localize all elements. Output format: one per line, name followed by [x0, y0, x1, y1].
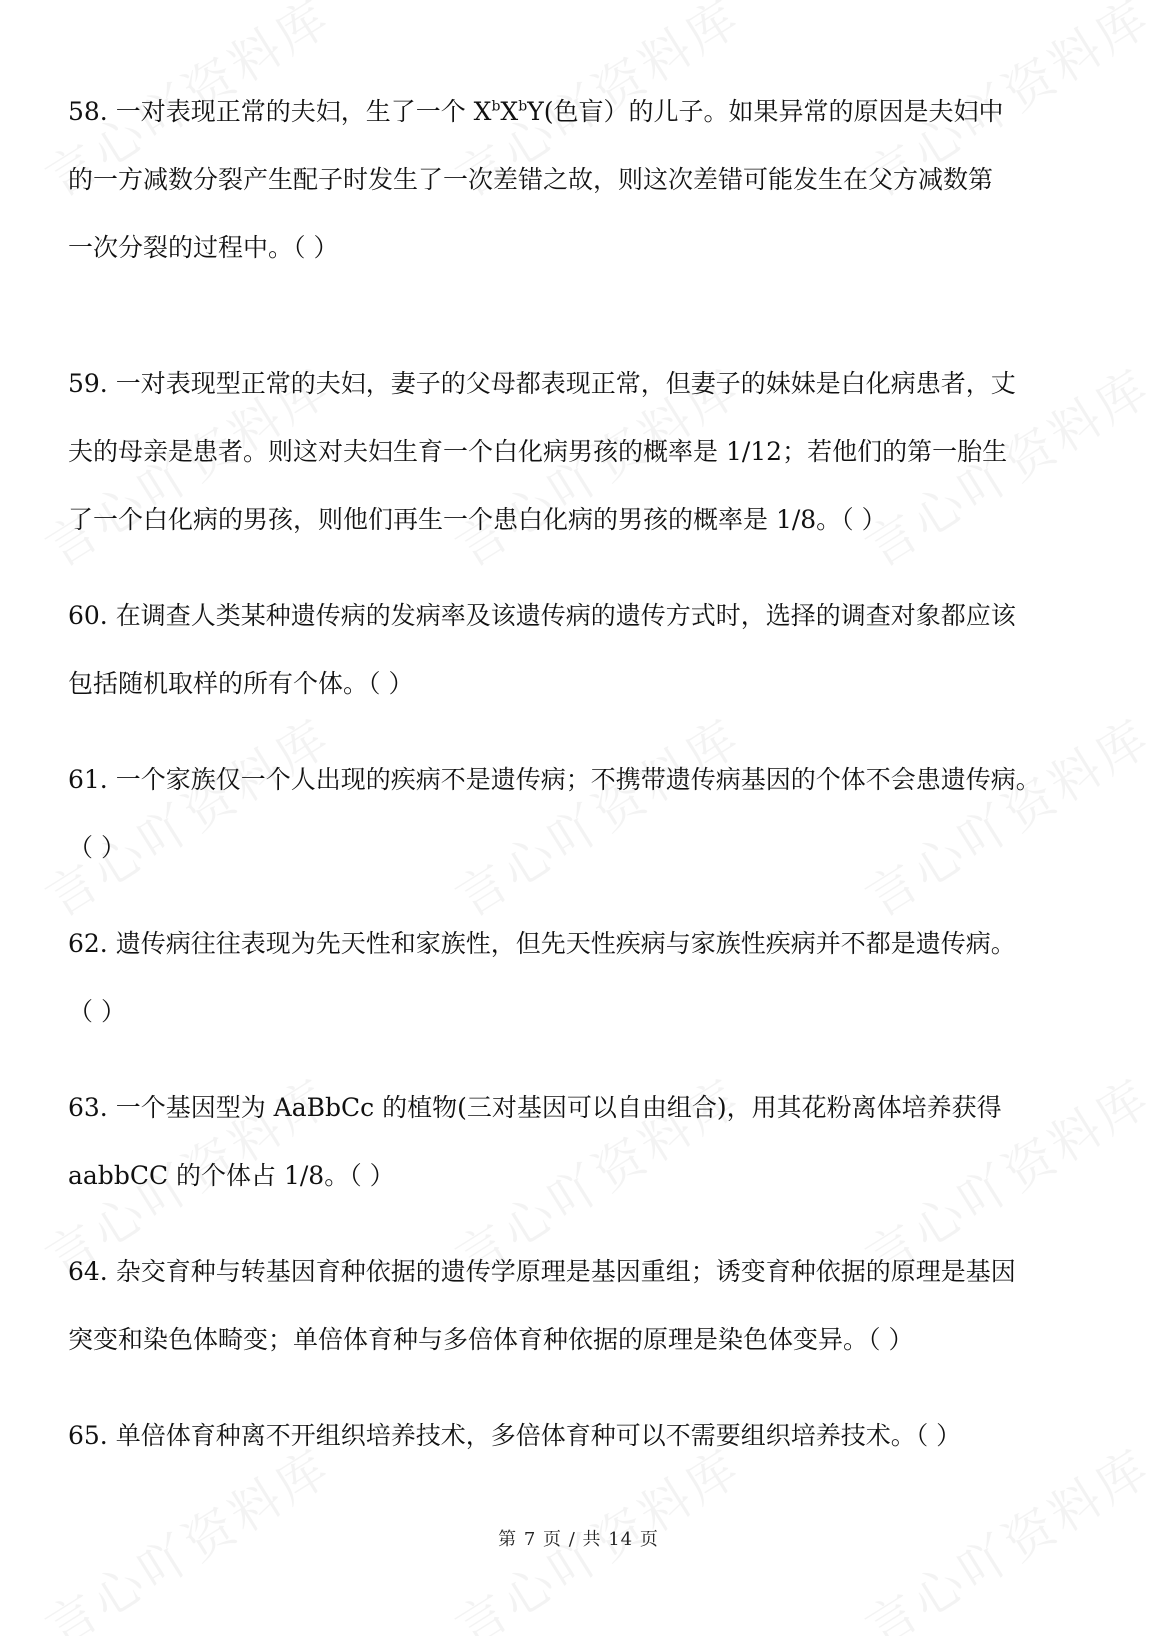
question-64 [68, 1238, 1098, 1374]
question-60 [68, 582, 1098, 718]
question-line: 63. 一个基因型为 AaBbCc 的植物(三对基因可以自由组合)，用其花粉离体培养获得 [68, 1093, 1002, 1122]
question-line: 60. 在调查人类某种遗传病的发病率及该遗传病的遗传方式时，选择的调查对象都应该 [68, 601, 1016, 630]
question-58 [68, 78, 1098, 282]
question-61 [68, 746, 1098, 882]
question-line: 58. 一对表现正常的夫妇，生了一个 $X^bX^bY$(色盲）的儿子。如果异常的原因是夫妇中 [68, 97, 1004, 126]
question-line: 夫的母亲是患者。则这对夫妇生育一个白化病男孩的概率是 1/12；若他们的第一胎生 [68, 437, 1008, 466]
question-line: 突变和染色体畸变；单倍体育种与多倍体育种依据的原理是染色体变异。（ ） [68, 1325, 914, 1354]
question-line: 59. 一对表现型正常的夫妇，妻子的父母都表现正常，但妻子的妹妹是白化病患者，丈 [68, 369, 1016, 398]
question-line: （ ） [68, 997, 126, 1026]
question-line: 62. 遗传病往往表现为先天性和家族性，但先天性疾病与家族性疾病并不都是遗传病。 [68, 929, 1016, 958]
question-line: （ ） [68, 833, 126, 862]
question-62 [68, 910, 1098, 1046]
question-line: 61. 一个家族仅一个人出现的疾病不是遗传病；不携带遗传病基因的个体不会患遗传病。 [68, 765, 1041, 794]
question-line: aabbCC 的个体占 1/8。（ ） [68, 1161, 395, 1190]
question-list [68, 78, 1098, 1470]
question-line: 65. 单倍体育种离不开组织培养技术，多倍体育种可以不需要组织培养技术。（ ） [68, 1421, 962, 1450]
question-line: 一次分裂的过程中。（ ） [68, 233, 339, 262]
question-63 [68, 1074, 1098, 1210]
question-line: 的一方减数分裂产生配子时发生了一次差错之故，则这次差错可能发生在父方减数第 [68, 165, 994, 194]
question-59 [68, 350, 1098, 554]
question-line: 了一个白化病的男孩，则他们再生一个患白化病的男孩的概率是 1/8。（ ） [68, 505, 887, 534]
page-footer: 第 7 页 / 共 14 页 [498, 1529, 659, 1550]
question-line: 64. 杂交育种与转基因育种依据的遗传学原理是基因重组；诱变育种依据的原理是基因 [68, 1257, 1016, 1286]
question-65 [68, 1402, 1098, 1470]
question-line: 包括随机取样的所有个体。（ ） [68, 669, 414, 698]
